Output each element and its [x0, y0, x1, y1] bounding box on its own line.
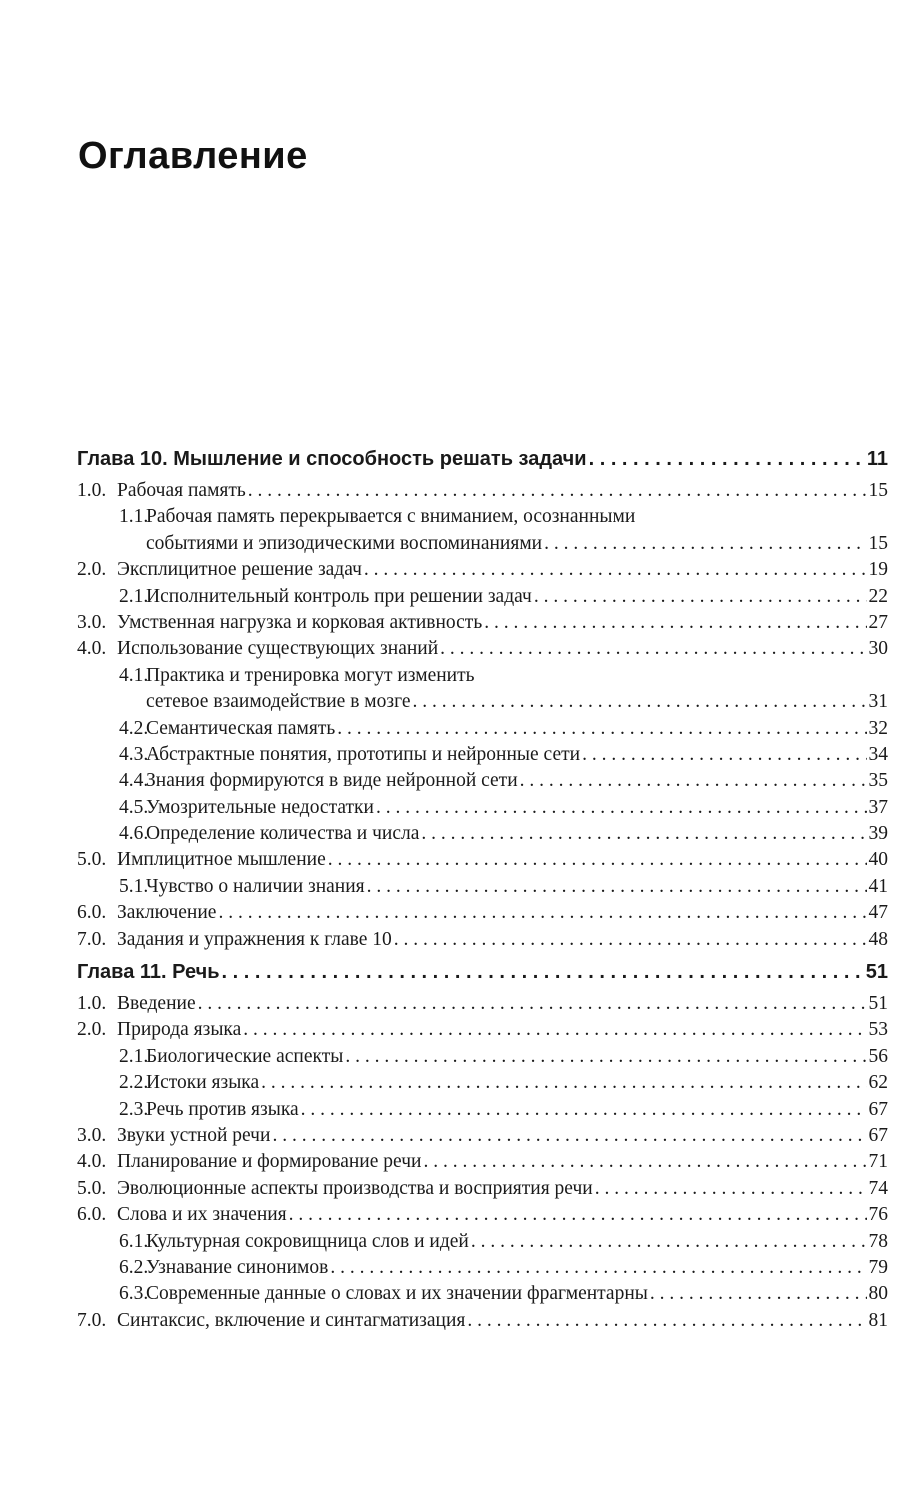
toc-entry [0, 716, 924, 742]
dot-leader [471, 1229, 867, 1255]
dot-leader [589, 440, 865, 478]
toc-entry [0, 991, 924, 1017]
entry-title: Рабочая память перекрывается с вниманием, осознанными [146, 506, 636, 528]
page-number: 15 [868, 480, 888, 501]
entry-title: Биологические аспекты [146, 1045, 344, 1067]
toc-entry-continuation [0, 531, 924, 557]
toc-entry [0, 1202, 924, 1228]
toc-entry [0, 584, 924, 610]
entry-title: Умственная нагрузка и корковая активность [117, 611, 483, 633]
page-number: 41 [868, 875, 888, 897]
toc-entry [0, 1281, 924, 1307]
page-number: 67 [868, 1098, 888, 1120]
page-number: 76 [868, 1204, 888, 1226]
toc-line [117, 557, 888, 583]
toc-entry [0, 1255, 924, 1281]
toc-entry [0, 504, 924, 530]
dot-leader [330, 1255, 866, 1281]
toc-entry [0, 1123, 924, 1149]
entry-number: 2.0. [77, 1019, 107, 1041]
entry-number: 7.0. [77, 928, 107, 950]
page-number: 30 [868, 638, 888, 660]
toc-entry [0, 478, 924, 504]
entry-number: 6.3. [119, 1283, 149, 1305]
entry-number: 6.1. [119, 1230, 149, 1252]
page-number: 51 [865, 961, 888, 984]
dot-leader [650, 1281, 867, 1307]
entry-title: Введение [117, 993, 196, 1015]
entry-number: 4.2. [119, 717, 149, 739]
chapter-heading [0, 953, 924, 991]
entry-number: 1.0. [77, 480, 107, 501]
toc-entry [0, 874, 924, 900]
toc-line [117, 1149, 888, 1175]
toc-line [117, 1308, 888, 1334]
toc-line [117, 478, 888, 504]
page-number: 22 [868, 585, 888, 607]
entry-title: Заключение [117, 902, 217, 924]
dot-leader [595, 1176, 867, 1202]
page-title: Оглавление [78, 135, 308, 177]
toc-entry [0, 821, 924, 847]
page-number: 62 [868, 1072, 888, 1094]
toc-entry [0, 900, 924, 926]
entry-title: Слова и их значения [117, 1204, 287, 1226]
page-number: 56 [868, 1045, 888, 1067]
page-number: 39 [868, 823, 888, 845]
page-number: 81 [868, 1309, 888, 1331]
toc-line [146, 1281, 888, 1307]
dot-leader [423, 1149, 866, 1175]
toc-line [146, 821, 888, 847]
entry-number: 4.3. [119, 743, 149, 765]
entry-title: Имплицитное мышление [117, 849, 326, 871]
page-number: 67 [868, 1124, 888, 1146]
page-number: 71 [868, 1151, 888, 1173]
dot-leader [243, 1017, 866, 1043]
toc-line [117, 1202, 888, 1228]
entry-number: 6.0. [77, 902, 107, 924]
page-number: 31 [868, 691, 888, 713]
table-of-contents [0, 440, 924, 1334]
chapter-heading [0, 440, 924, 478]
entry-title: Чувство о наличии знания [146, 875, 365, 897]
entry-number: 3.0. [77, 1124, 107, 1146]
dot-leader [544, 531, 866, 557]
page-number: 11 [866, 448, 888, 470]
toc-line [117, 927, 888, 953]
page-number: 79 [868, 1256, 888, 1278]
toc-entry [0, 636, 924, 662]
entry-title: Семантическая память [146, 717, 336, 739]
page-number: 80 [868, 1283, 888, 1305]
toc-line [146, 742, 888, 768]
entry-number: 1.1. [119, 506, 149, 528]
entry-title: Эволюционные аспекты производства и восприятия речи [117, 1177, 593, 1199]
toc-line [117, 1017, 888, 1043]
entry-title: Узнавание синонимов [146, 1256, 329, 1278]
dot-leader [367, 874, 867, 900]
page-number: 35 [868, 770, 888, 792]
page-number: 78 [868, 1230, 888, 1252]
entry-title: Природа языка [117, 1019, 242, 1041]
toc-entry [0, 1149, 924, 1175]
entry-title: Звуки устной речи [117, 1124, 271, 1146]
entry-title: Эксплицитное решение задач [117, 559, 362, 581]
entry-title: Рабочая память [117, 480, 246, 501]
toc-line [146, 716, 888, 742]
entry-number: 2.3. [119, 1098, 149, 1120]
toc-line [146, 1255, 888, 1281]
toc-line [117, 900, 888, 926]
toc-line [117, 1176, 888, 1202]
dot-leader [328, 847, 867, 873]
dot-leader [261, 1070, 866, 1096]
chapter-title: Глава 10. Мышление и способность решать задачи [77, 448, 587, 470]
toc-line [117, 847, 888, 873]
page-number: 34 [868, 743, 888, 765]
entry-title: Практика и тренировка могут изменить [146, 664, 475, 686]
toc-entry [0, 1097, 924, 1123]
entry-title-continued: сетевое взаимодействие в мозге [146, 691, 411, 713]
dot-leader [421, 821, 866, 847]
toc-entry [0, 1044, 924, 1070]
toc-entry [0, 795, 924, 821]
toc-line [146, 1097, 888, 1123]
dot-leader [337, 716, 866, 742]
toc-entry-continuation [0, 689, 924, 715]
entry-number: 2.1. [119, 585, 149, 607]
toc-line [146, 1070, 888, 1096]
entry-number: 2.1. [119, 1045, 149, 1067]
chapter-title: Глава 11. Речь [77, 961, 220, 984]
entry-number: 4.1. [119, 664, 149, 686]
toc-entry [0, 1229, 924, 1255]
entry-number: 1.0. [77, 993, 107, 1015]
entry-title: Истоки языка [146, 1072, 260, 1094]
dot-leader [534, 584, 867, 610]
dot-leader [218, 900, 866, 926]
dot-leader [412, 689, 866, 715]
toc-line [146, 795, 888, 821]
entry-number: 2.0. [77, 559, 107, 581]
entry-number: 5.1. [119, 875, 149, 897]
entry-title: Культурная сокровищница слов и идей [146, 1230, 469, 1252]
page-number: 48 [868, 928, 888, 950]
entry-title: Речь против языка [146, 1098, 299, 1120]
toc-entry [0, 742, 924, 768]
toc-line [117, 636, 888, 662]
entry-number: 5.0. [77, 1177, 107, 1199]
dot-leader [301, 1097, 867, 1123]
entry-number: 7.0. [77, 1309, 107, 1331]
entry-number: 2.2. [119, 1072, 149, 1094]
entry-number: 4.5. [119, 796, 149, 818]
page-number: 32 [868, 717, 888, 739]
toc-line [117, 610, 888, 636]
entry-number: 4.0. [77, 638, 107, 660]
page-number: 37 [868, 796, 888, 818]
dot-leader [467, 1308, 866, 1334]
entry-number: 4.4. [119, 770, 149, 792]
page-number: 74 [868, 1177, 888, 1199]
dot-leader [198, 991, 867, 1017]
entry-title: Синтаксис, включение и синтагматизация [117, 1309, 466, 1331]
toc-entry [0, 768, 924, 794]
toc-entry [0, 1070, 924, 1096]
entry-number: 3.0. [77, 611, 107, 633]
entry-number: 4.0. [77, 1151, 107, 1173]
page-number: 40 [868, 849, 888, 871]
toc-entry [0, 927, 924, 953]
entry-title: Современные данные о словах и их значении фрагментарны [146, 1283, 648, 1305]
entry-title: Использование существующих знаний [117, 638, 439, 660]
page-number: 15 [868, 532, 888, 554]
toc-line [77, 440, 888, 478]
dot-leader [345, 1044, 866, 1070]
toc-entry [0, 557, 924, 583]
toc-entry [0, 1017, 924, 1043]
toc-line [146, 768, 888, 794]
entry-number: 6.0. [77, 1204, 107, 1226]
toc-entry [0, 1308, 924, 1334]
page-number: 19 [868, 559, 888, 581]
page-number: 27 [868, 611, 888, 633]
toc-line [117, 991, 888, 1017]
entry-title-continued: событиями и эпизодическими воспоминаниями [146, 532, 543, 554]
toc-entry [0, 663, 924, 689]
dot-leader [289, 1202, 867, 1228]
entry-title: Задания и упражнения к главе 10 [117, 928, 392, 950]
dot-leader [376, 795, 867, 821]
dot-leader [272, 1123, 866, 1149]
dot-leader [582, 742, 866, 768]
dot-leader [440, 636, 866, 662]
entry-title: Исполнительный контроль при решении задач [146, 585, 532, 607]
toc-line [146, 1229, 888, 1255]
dot-leader [248, 478, 867, 504]
dot-leader [222, 953, 864, 991]
toc-line [146, 874, 888, 900]
dot-leader [394, 927, 867, 953]
toc-entry [0, 1176, 924, 1202]
toc-entry [0, 847, 924, 873]
toc-line [117, 1123, 888, 1149]
page-number: 53 [868, 1019, 888, 1041]
toc-line [146, 689, 888, 715]
dot-leader [520, 768, 867, 794]
entry-title: Определение количества и числа [146, 823, 420, 845]
entry-title: Умозрительные недостатки [146, 796, 374, 818]
entry-number: 4.6. [119, 823, 149, 845]
page-number: 47 [868, 902, 888, 924]
dot-leader [364, 557, 867, 583]
entry-number: 5.0. [77, 849, 107, 871]
entry-title: Знания формируются в виде нейронной сети [146, 770, 518, 792]
entry-number: 6.2. [119, 1256, 149, 1278]
toc-line [146, 531, 888, 557]
toc-entry [0, 610, 924, 636]
entry-title: Планирование и формирование речи [117, 1151, 422, 1173]
toc-line [146, 1044, 888, 1070]
toc-line [146, 584, 888, 610]
entry-title: Абстрактные понятия, прототипы и нейронные сети [146, 743, 581, 765]
page-number: 51 [868, 993, 888, 1015]
dot-leader [484, 610, 866, 636]
toc-line [77, 953, 888, 991]
